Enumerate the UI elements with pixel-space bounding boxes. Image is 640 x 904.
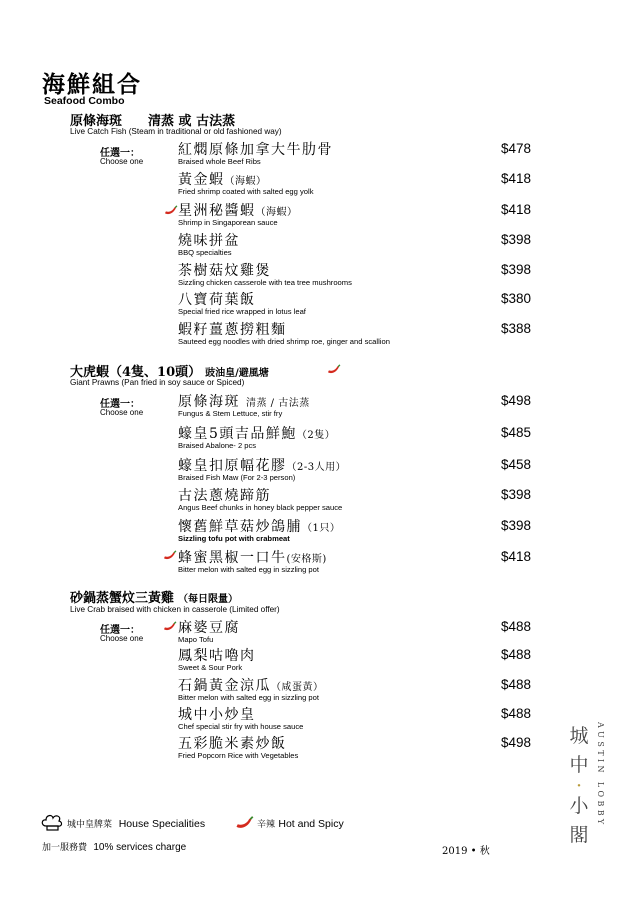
menu-item-desc: Bitter melon with salted egg in sizzling pot: [178, 565, 319, 574]
menu-item-desc: Shrimp in Singaporean sauce: [178, 218, 278, 227]
section-title-main: 砂鍋蒸蟹炆三黃雞: [70, 591, 175, 606]
menu-item-price: $498: [501, 393, 532, 408]
section-title-options: 清蒸 或 古法蒸: [148, 114, 236, 129]
menu-item-name: 黃金蝦（海蝦）: [178, 172, 267, 188]
menu-item-price: $418: [501, 171, 532, 186]
menu-item-name: 星洲秘醬蝦（海蝦）: [178, 203, 298, 219]
brand-name-cn: 城 中 · 小 閣: [569, 725, 589, 846]
menu-item-desc: Sizzling chicken casserole with tea tree mushrooms: [178, 278, 352, 287]
menu-item-name: 城中小炒皇: [178, 707, 256, 723]
menu-item-desc: Sweet & Sour Pork: [178, 663, 243, 672]
chili-icon: [234, 815, 254, 831]
menu-item-desc: Braised whole Beef Ribs: [178, 157, 261, 166]
menu-item-desc: Fungus & Stem Lettuce, stir fry: [178, 409, 283, 418]
menu-item-name: 麻婆豆腐: [178, 620, 240, 636]
menu-item-price: $478: [501, 141, 532, 156]
page-subtitle: Seafood Combo: [44, 95, 125, 107]
menu-item-price: $458: [501, 457, 532, 472]
section-subtitle: Live Crab braised with chicken in casserole (Limited offer): [70, 605, 280, 614]
menu-item-desc: Fried Popcorn Rice with Vegetables: [178, 751, 299, 760]
service-charge-note: 加一服務費 10% services charge: [42, 842, 187, 853]
menu-item-desc: Braised Fish Maw (For 2-3 person): [178, 473, 296, 482]
menu-item-desc: Angus Beef chunks in honey black pepper sauce: [178, 503, 343, 512]
choose-one-label: 任選一：: [100, 399, 140, 410]
menu-item-price: $398: [501, 232, 532, 247]
brand-name-en: AUSTIN LOBBY: [596, 722, 605, 828]
menu-item-price: $388: [501, 321, 532, 336]
section-subtitle: Giant Prawns (Pan fried in soy sauce or Spiced): [70, 378, 245, 387]
choose-one-label-en: Choose one: [100, 157, 144, 166]
menu-item-name: 蝦籽薑蔥撈粗麵: [178, 322, 287, 338]
menu-item-price: $498: [501, 735, 532, 750]
menu-item-name: 古法蔥燒蹄筋: [178, 488, 271, 504]
menu-item-desc: Bitter melon with salted egg in sizzling pot: [178, 693, 319, 702]
menu-item-desc: Fried shrimp coated with salted egg yolk: [178, 187, 314, 196]
menu-item-desc: Sizzling tofu pot with crabmeat: [178, 534, 290, 543]
menu-item-name: 茶樹菇炆雞煲: [178, 263, 271, 279]
section-title-main: 大虎蝦（4隻、10頭）: [70, 365, 202, 380]
brand-logo: [568, 722, 630, 854]
menu-item-price: $380: [501, 291, 532, 306]
section-title-options: 豉油皇/避風塘: [205, 368, 269, 379]
menu-item-price: $398: [501, 518, 532, 533]
menu-item-price: $485: [501, 425, 532, 440]
menu-item-desc: Braised Abalone- 2 pcs: [178, 441, 257, 450]
menu-item-name: 八寶荷葉飯: [178, 292, 256, 308]
menu-item-desc: Chef special stir fry with house sauce: [178, 722, 304, 731]
section-subtitle: Live Catch Fish (Steam in traditional or old fashioned way): [70, 127, 282, 136]
menu-item-name: 蜂蜜黑椒一口牛(安格斯): [178, 550, 327, 566]
section-title-main: 原條海斑: [70, 114, 123, 129]
menu-item-desc: BBQ specialties: [178, 248, 232, 257]
choose-one-label: 任選一：: [100, 148, 140, 159]
menu-item-name: 蠔皇5頭吉品鮮鮑（2隻）: [178, 426, 336, 442]
menu-item-price: $398: [501, 487, 532, 502]
menu-item-name: 懷舊鮮草菇炒鴿脯（1只）: [178, 519, 341, 535]
chili-icon: [162, 550, 177, 561]
season-label: 2019 • 秋: [442, 846, 490, 857]
chili-icon: [162, 621, 177, 632]
menu-item-name: 紅燜原條加拿大牛肋骨: [178, 142, 333, 158]
section-title-options: （每日限量）: [178, 594, 239, 605]
menu-item-desc: Special fried rice wrapped in lotus leaf: [178, 307, 306, 316]
choose-one-label-en: Choose one: [100, 408, 144, 417]
chili-icon: [326, 364, 341, 375]
menu-item-name: 原條海斑 清蒸 / 古法蒸: [178, 394, 310, 410]
menu-item-desc: Sauteed egg noodles with dried shrimp roe, ginger and scallion: [178, 337, 390, 346]
menu-item-price: $398: [501, 262, 532, 277]
menu-item-name: 燒味拼盆: [178, 233, 240, 249]
chef-hat-icon: [40, 814, 64, 832]
chili-icon: [163, 205, 178, 216]
menu-item-price: $488: [501, 619, 532, 634]
menu-item-name: 五彩脆米素炒飯: [178, 736, 287, 752]
page-title: 海鮮組合: [42, 71, 142, 98]
choose-one-label-en: Choose one: [100, 634, 144, 643]
menu-item-price: $418: [501, 202, 532, 217]
menu-item-price: $488: [501, 706, 532, 721]
menu-item-price: $488: [501, 677, 532, 692]
menu-item-price: $418: [501, 549, 532, 564]
legend-house-specialities: 城中皇牌菜 House Specialities: [67, 818, 206, 830]
menu-item-price: $488: [501, 647, 532, 662]
menu-item-name: 蠔皇扣原幅花膠（2-3人用）: [178, 458, 347, 474]
menu-item-name: 石鍋黃金涼瓜（咸蛋黃）: [178, 678, 324, 694]
menu-item-desc: Mapo Tofu: [178, 635, 214, 644]
legend-hot-spicy: 辛辣 Hot and Spicy: [257, 818, 344, 830]
choose-one-label: 任選一：: [100, 625, 140, 636]
menu-item-name: 鳳梨咕嚕肉: [178, 648, 256, 664]
section-title: [70, 587, 238, 606]
